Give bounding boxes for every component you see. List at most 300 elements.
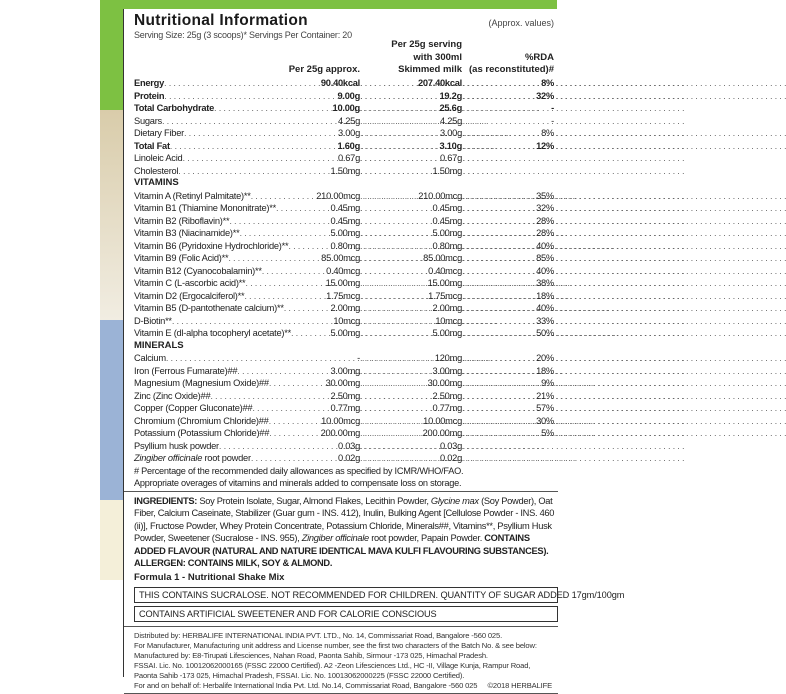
dot-leader — [360, 402, 432, 415]
nutrient-name-cell — [134, 90, 360, 103]
value-with-milk: 0.03g — [439, 440, 462, 451]
nutrient-row — [134, 240, 554, 253]
nutrient-row — [134, 102, 554, 115]
nutrient-row — [134, 290, 554, 303]
nutrient-name: Vitamin B12 (Cyanocobalamin)** — [134, 265, 262, 276]
dot-leader — [360, 240, 432, 253]
nutrient-row — [134, 165, 554, 178]
dot-leader — [462, 265, 536, 278]
with-milk-cell — [360, 115, 462, 128]
ingredients-part: root powder, Papain Powder. — [368, 533, 485, 544]
dot-leader — [360, 377, 428, 390]
with-milk-cell — [360, 440, 462, 453]
product-name: Formula 1 - Nutritional Shake Mix — [134, 572, 285, 584]
side-strip-blue — [100, 320, 124, 500]
rda-value: 57% — [536, 403, 554, 413]
dot-leader — [229, 215, 330, 228]
value-per-25g: 2.50mg — [330, 390, 360, 401]
value-with-milk: 85.00mcg — [423, 253, 462, 263]
spacer — [462, 152, 554, 165]
rda-value: 32% — [536, 90, 554, 101]
dot-leader — [462, 365, 536, 378]
with-milk-cell — [360, 315, 462, 328]
value-with-milk: 3.10g — [439, 140, 462, 151]
with-milk-cell — [360, 427, 462, 440]
rda-value: 40% — [536, 303, 554, 313]
rda-value: 50% — [536, 328, 554, 338]
distribution-line: For and on behalf of: Herbalife International India Pvt. Ltd. No.14, Commissariat Road, Bangalore -560 025 — [134, 681, 478, 691]
nutrient-name-cell — [134, 227, 360, 240]
spacer — [462, 440, 554, 453]
with-milk-cell — [360, 152, 462, 165]
value-with-milk: 120mg — [434, 353, 462, 363]
dot-leader — [360, 252, 423, 265]
value-with-milk: 0.45mg — [432, 203, 462, 213]
value-with-milk: 10mcg — [435, 315, 462, 326]
value-with-milk: 10.00mcg — [423, 415, 462, 426]
distribution-line: For Manufacturer, Manufacturing unit address and License number, see the first two characters of the Batch No. & see below: — [134, 641, 537, 651]
nutrient-row — [134, 77, 554, 90]
value-per-25g: 1.50mg — [330, 165, 360, 176]
rda-cell — [462, 190, 554, 203]
nutrient-name: Vitamin B6 (Pyridoxine Hydrochloride)** — [134, 240, 289, 251]
value-with-milk: 1.75mcg — [428, 290, 462, 301]
side-strip-green — [100, 0, 124, 110]
with-milk-cell — [360, 240, 462, 253]
divider — [124, 626, 558, 627]
rda-cell — [462, 140, 554, 153]
nutrient-row — [134, 452, 554, 465]
rda-value: 8% — [541, 128, 554, 138]
value-per-25g: 0.67g — [337, 153, 360, 163]
value-per-25g: 5.00mg — [330, 328, 360, 338]
dot-leader — [462, 315, 536, 328]
dot-leader — [291, 327, 330, 340]
nutrient-name-cell — [134, 215, 360, 228]
dot-leader — [360, 365, 432, 378]
dot-leader — [360, 427, 423, 440]
nutrient-name: Iron (Ferrous Fumarate)## — [134, 365, 238, 376]
rda-value: - — [551, 115, 554, 126]
nutrient-name-cell — [134, 402, 360, 415]
nutrient-name: Vitamin B5 (D-pantothenate calcium)** — [134, 303, 284, 313]
nutrient-name-cell — [134, 415, 360, 428]
rda-value: 30% — [536, 415, 554, 426]
rda-cell — [462, 365, 554, 378]
nutrient-name-cell — [134, 240, 360, 253]
value-per-25g: 90.40kcal — [320, 78, 360, 88]
value-per-25g: 0.80mg — [330, 240, 360, 251]
rda-value: 33% — [536, 315, 554, 326]
allergen-statement: CONTAINS ADDED FLAVOUR (NATURAL AND NATURE IDENTICAL MAVA KULFI FLAVOURING SUBSTANCES). ALLERGEN: CONTAINS MILK, SOY & ALMOND. — [134, 533, 549, 569]
col-header-line: (as reconstituted)# — [469, 64, 554, 75]
copyright: ©2018 HERBALIFE — [487, 681, 552, 691]
with-milk-cell — [360, 290, 462, 303]
value-per-25g: 1.60g — [337, 140, 360, 151]
rda-value: 32% — [536, 203, 554, 213]
value-with-milk: 0.45mg — [432, 215, 462, 226]
nutrient-name-cell — [134, 102, 360, 115]
value-with-milk: 4.25g — [439, 115, 462, 126]
nutrient-row — [134, 302, 554, 315]
nutrient-row — [134, 190, 554, 203]
dot-leader — [360, 140, 439, 153]
ingredients-text — [134, 495, 556, 569]
dot-leader — [360, 265, 428, 278]
value-per-25g: 0.45mg — [330, 215, 360, 226]
rda-cell — [462, 152, 554, 165]
col-header-per-25g: Per 25g approx. — [288, 64, 360, 75]
nutrient-name: Potassium (Potassium Chloride)## — [134, 428, 270, 438]
value-with-milk: 0.02g — [439, 453, 462, 463]
nutrient-name-cell — [134, 352, 360, 365]
nutrient-name-cell — [134, 202, 360, 215]
value-per-25g: 1.75mcg — [326, 290, 360, 301]
nutrient-name: Vitamin A (Retinyl Palmitate)** — [134, 190, 251, 201]
rda-cell — [462, 215, 554, 228]
nutrient-row — [134, 152, 554, 165]
dot-leader — [172, 315, 334, 328]
distribution-line: FSSAI. Lic. No. 10012062000165 (FSSC 22000 Certified). A2 -Zeon Lifesciences Ltd., HC -II, Village Kunja, Rampur Road, — [134, 661, 531, 671]
value-per-25g: 5.00mg — [330, 228, 360, 238]
col-header-line: Per 25g serving — [391, 39, 462, 50]
value-per-25g: 0.77mg — [330, 403, 360, 413]
dot-leader — [360, 102, 439, 115]
dot-leader — [170, 140, 338, 153]
dot-leader — [462, 302, 536, 315]
nutrient-row — [134, 252, 554, 265]
dot-leader — [360, 90, 439, 103]
nutrient-name: Linoleic Acid — [134, 153, 183, 163]
nutrition-label-panel — [123, 9, 625, 691]
rda-cell — [462, 227, 554, 240]
rda-cell — [462, 127, 554, 140]
rda-cell — [462, 390, 554, 403]
nutrient-row — [134, 315, 554, 328]
value-with-milk: 15.00mg — [427, 278, 462, 288]
value-per-25g: 0.03g — [337, 440, 360, 451]
rda-cell — [462, 452, 554, 465]
value-with-milk: 3.00mg — [432, 365, 462, 376]
distribution-line: Paonta Sahib -173 025, Himachal Pradesh, FSSAI. Lic. No. 10013062000225 (FSSC 22000 Certified). — [134, 671, 465, 681]
section-minerals: MINERALS — [134, 339, 184, 351]
dot-leader — [360, 390, 432, 403]
dot-leader — [269, 377, 326, 390]
nutrient-row — [134, 377, 554, 390]
dot-leader — [360, 452, 440, 465]
dot-leader — [462, 377, 541, 390]
sweetener-warning: CONTAINS ARTIFICIAL SWEETENER AND FOR CALORIE CONSCIOUS — [134, 606, 558, 622]
with-milk-cell — [360, 402, 462, 415]
rda-value: - — [551, 103, 554, 113]
value-per-25g: 85.00mcg — [321, 253, 360, 263]
dot-leader — [251, 190, 317, 203]
dot-leader — [360, 327, 432, 340]
dot-leader — [360, 190, 418, 203]
nutrient-name: Dietary Fiber — [134, 128, 184, 138]
dot-leader — [245, 277, 325, 290]
rda-cell — [462, 165, 554, 178]
rda-value: 12% — [536, 140, 554, 151]
nutrient-name-cell — [134, 165, 360, 178]
nutrient-name-cell — [134, 77, 360, 90]
dot-leader — [360, 290, 428, 303]
col-header-with-milk — [364, 39, 462, 77]
dot-leader — [182, 152, 338, 165]
dot-leader — [284, 302, 331, 315]
dot-leader — [360, 202, 432, 215]
spacer — [462, 115, 551, 128]
rda-cell — [462, 415, 554, 428]
dot-leader — [360, 415, 423, 428]
nutrient-name-cell — [134, 265, 360, 278]
dot-leader — [237, 365, 330, 378]
nutrient-name: Zingiber officinale root powder — [134, 453, 251, 463]
value-per-25g: 10mcg — [333, 315, 360, 326]
dot-leader — [251, 452, 338, 465]
nutrient-name: Calcium — [134, 353, 166, 363]
nutrient-name-cell — [134, 190, 360, 203]
value-per-25g: 3.00mg — [330, 365, 360, 376]
nutrient-name-cell — [134, 315, 360, 328]
dot-leader — [462, 77, 541, 90]
dot-leader — [360, 352, 435, 365]
dot-leader — [360, 227, 432, 240]
dot-leader — [462, 252, 536, 265]
side-strip-beige — [100, 110, 124, 320]
value-per-25g: 10.00mcg — [321, 415, 360, 426]
dot-leader — [360, 302, 432, 315]
dot-leader — [219, 440, 338, 453]
nutrient-name-cell — [134, 365, 360, 378]
nutrient-name-cell — [134, 277, 360, 290]
nutrient-row — [134, 402, 554, 415]
approx-note: (Approx. values) — [488, 18, 554, 28]
dot-leader — [252, 402, 330, 415]
nutrient-row — [134, 90, 554, 103]
rda-value: 8% — [541, 78, 554, 88]
dot-leader — [462, 190, 536, 203]
dot-leader — [214, 102, 333, 115]
dot-leader — [288, 240, 330, 253]
nutrient-name: Vitamin B9 (Folic Acid)** — [134, 253, 229, 263]
nutrient-name: D-Biotin** — [134, 315, 172, 326]
rda-value: 28% — [536, 228, 554, 238]
nutrient-row — [134, 202, 554, 215]
rda-value: 35% — [536, 190, 554, 201]
dot-leader — [164, 77, 321, 90]
nutrient-row — [134, 215, 554, 228]
nutrient-row — [134, 440, 554, 453]
rda-cell — [462, 327, 554, 340]
dot-leader — [239, 227, 330, 240]
rda-cell — [462, 240, 554, 253]
value-per-25g: 0.40mcg — [326, 265, 360, 276]
nutrient-name: Protein — [134, 90, 165, 101]
footnote: # Percentage of the recommended daily allowances as specified by ICMR/WHO/FAO. — [134, 465, 464, 476]
rda-cell — [462, 315, 554, 328]
value-per-25g: 0.45mg — [330, 203, 360, 213]
nutrient-name-cell — [134, 115, 360, 128]
rda-cell — [462, 302, 554, 315]
brand-top-bar — [103, 0, 557, 9]
nutrient-row — [134, 127, 554, 140]
distribution-line: Manufactured by: E8-Tirupati Lifesciences, Nahan Road, Paonta Sahib, Sirmour -173 025, Himachal Pradesh. — [134, 651, 488, 661]
with-milk-cell — [360, 127, 462, 140]
dot-leader — [360, 215, 432, 228]
bottom-section — [124, 495, 625, 694]
botanical-name: Zingiber officinale — [134, 453, 203, 463]
with-milk-cell — [360, 352, 462, 365]
with-milk-cell — [360, 77, 462, 90]
nutrient-row — [134, 327, 554, 340]
with-milk-cell — [360, 190, 462, 203]
col-header-line: Skimmed milk — [398, 64, 462, 75]
value-per-25g: 10.00g — [332, 103, 360, 113]
dot-leader — [210, 390, 330, 403]
with-milk-cell — [360, 252, 462, 265]
dot-leader — [462, 227, 536, 240]
rda-cell — [462, 290, 554, 303]
ingredients-part: Glycine max — [430, 496, 479, 506]
ingredients-label: INGREDIENTS: — [134, 496, 198, 506]
spacer — [462, 452, 554, 465]
rda-value: 20% — [536, 353, 554, 363]
rda-value: 18% — [536, 290, 554, 301]
dot-leader — [360, 315, 435, 328]
nutrient-name: Copper (Copper Gluconate)## — [134, 403, 253, 413]
nutrient-name: Vitamin B2 (Riboflavin)** — [134, 215, 230, 226]
value-with-milk: 0.40mcg — [428, 265, 462, 276]
nutrient-row — [134, 115, 554, 128]
value-per-25g: 30.00mg — [325, 378, 360, 388]
with-milk-cell — [360, 452, 462, 465]
value-with-milk: 207.40kcal — [417, 78, 462, 88]
col-header-line: %RDA — [524, 51, 554, 63]
distribution-info — [134, 631, 556, 681]
rda-cell — [462, 402, 554, 415]
rda-cell — [462, 377, 554, 390]
nutrient-name: Zinc (Zinc Oxide)## — [134, 390, 211, 401]
nutrient-name-cell — [134, 390, 360, 403]
col-header-rda — [466, 52, 554, 77]
nutrient-name-cell — [134, 127, 360, 140]
with-milk-cell — [360, 365, 462, 378]
dot-leader — [244, 290, 326, 303]
dot-leader — [360, 152, 440, 165]
nutrient-name-cell — [134, 427, 360, 440]
rda-cell — [462, 440, 554, 453]
footnote: Appropriate overages of vitamins and minerals added to compensate loss on storage. — [134, 478, 462, 488]
dot-leader — [184, 127, 338, 140]
nutrient-name-cell — [134, 452, 360, 465]
nutrient-name: Cholesterol — [134, 165, 179, 176]
value-per-25g: 2.00mg — [330, 303, 360, 313]
with-milk-cell — [360, 415, 462, 428]
dot-leader — [462, 290, 536, 303]
rda-cell — [462, 90, 554, 103]
dot-leader — [462, 352, 536, 365]
ingredients-part: Zingiber officinale — [301, 533, 369, 544]
dot-leader — [276, 202, 331, 215]
dot-leader — [462, 127, 541, 140]
sucralose-warning: THIS CONTAINS SUCRALOSE. NOT RECOMMENDED FOR CHILDREN. QUANTITY OF SUGAR ADDED 17gm/100gm — [134, 587, 558, 603]
dot-leader — [360, 440, 440, 453]
dot-leader — [462, 202, 536, 215]
with-milk-cell — [360, 390, 462, 403]
ingredients-part: Soy Protein Isolate, Sugar, Almond Flakes, Lecithin Powder, — [197, 496, 431, 506]
ingredients-part: (Soy Powder), Oat Fiber, Calcium Caseinate, Stabilizer (Guar gum - INS. 412), Inulin, Bulking Agent [Cellulose Powder - INS. 460 (ii)], Fructose Powder, Whey Protein Concentrate, Potassium Chloride, Minerals##, Vitamins**, Psyllium Husk Powder, Sweetener (Sucralose - INS. 955), — [134, 496, 555, 544]
nutrient-row — [134, 277, 554, 290]
nutrient-row — [134, 352, 554, 365]
dot-leader — [178, 165, 330, 178]
value-per-25g: 9.00g — [337, 90, 360, 101]
with-milk-cell — [360, 277, 462, 290]
divider — [124, 491, 558, 492]
nutrient-row — [134, 140, 554, 153]
dot-leader — [162, 115, 338, 128]
dot-leader — [462, 390, 536, 403]
value-with-milk: 5.00mg — [432, 228, 462, 238]
col-header-line: with 300ml — [413, 51, 462, 63]
with-milk-cell — [360, 227, 462, 240]
nutrient-name: Total Fat — [134, 140, 170, 151]
with-milk-cell — [360, 202, 462, 215]
value-with-milk: 210.00mcg — [418, 190, 462, 201]
rda-value: 85% — [536, 253, 554, 263]
nutrient-name: Chromium (Chromium Chloride)## — [134, 415, 269, 426]
spacer — [462, 102, 551, 115]
rda-cell — [462, 277, 554, 290]
dot-leader — [360, 127, 440, 140]
value-per-25g: - — [357, 353, 360, 363]
nutrient-name-cell — [134, 140, 360, 153]
nutrient-name-cell — [134, 290, 360, 303]
section-vitamins: VITAMINS — [134, 177, 179, 188]
rda-value: 5% — [541, 428, 554, 438]
value-with-milk: 2.00mg — [432, 303, 462, 313]
dot-leader — [462, 327, 536, 340]
rda-value: 21% — [536, 390, 554, 401]
rda-cell — [462, 77, 554, 90]
nutrient-name-cell — [134, 377, 360, 390]
nutrient-name: Vitamin E (dl-alpha tocopheryl acetate)** — [134, 328, 292, 338]
dot-leader — [164, 90, 337, 103]
nutrient-name: Total Carbohydrate — [134, 103, 215, 113]
nutrient-row — [134, 265, 554, 278]
value-with-milk: 5.00mg — [432, 328, 462, 338]
nutrient-name: Vitamin C (L-ascorbic acid)** — [134, 278, 246, 288]
dot-leader — [269, 415, 322, 428]
value-with-milk: 200.00mg — [422, 428, 462, 438]
dot-leader — [360, 115, 440, 128]
value-with-milk: 0.77mg — [432, 403, 462, 413]
rda-value: 28% — [536, 215, 554, 226]
value-with-milk: 30.00mg — [427, 378, 462, 388]
nutrient-name: Magnesium (Magnesium Oxide)## — [134, 378, 269, 388]
with-milk-cell — [360, 102, 462, 115]
rda-cell — [462, 102, 554, 115]
value-with-milk: 25.6g — [439, 103, 462, 113]
side-strip-cream — [100, 500, 124, 580]
nutrient-name: Vitamin B1 (Thiamine Mononitrate)** — [134, 203, 276, 213]
value-with-milk: 3.00g — [439, 128, 462, 138]
value-per-25g: 3.00g — [337, 128, 360, 138]
nutrient-name-cell — [134, 152, 360, 165]
rda-cell — [462, 427, 554, 440]
nutrient-name: Psyllium husk powder — [134, 440, 219, 451]
rda-value: 9% — [541, 378, 554, 388]
